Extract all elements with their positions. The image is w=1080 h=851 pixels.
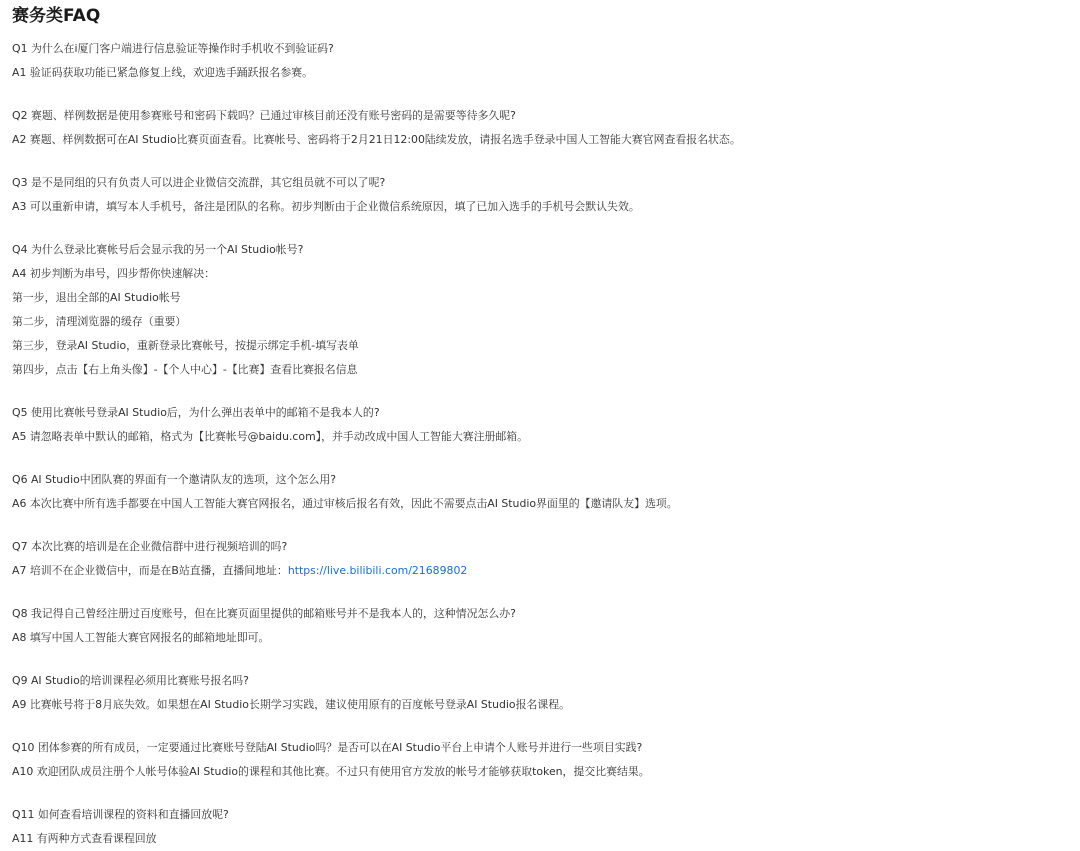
faq-answer-line	[12, 262, 1080, 286]
live-stream-link[interactable]: https://live.bilibili.com/21689802	[287, 564, 468, 577]
answer-text: A8 填写中国人工智能大赛官网报名的邮箱地址即可。	[12, 631, 270, 644]
faq-question	[12, 535, 1080, 559]
faq-answer-line	[12, 310, 1080, 334]
answer-text: 第四步，点击【右上角头像】-【个人中心】-【比赛】查看比赛报名信息	[12, 363, 358, 376]
faq-answer-line	[12, 425, 1080, 449]
faq-item	[12, 535, 1080, 583]
faq-question	[12, 803, 1080, 827]
faq-answer-line	[12, 358, 1080, 382]
question-text: Q5 使用比赛帐号登录AI Studio后，为什么弹出表单中的邮箱不是我本人的?	[12, 406, 380, 419]
answer-text: 第二步，清理浏览器的缓存（重要）	[12, 315, 187, 328]
faq-question	[12, 401, 1080, 425]
faq-item	[12, 602, 1080, 650]
answer-text: A2 赛题、样例数据可在AI Studio比赛页面查看。比赛帐号、密码将于2月21日12:00陆续发放，请报名选手登录中国人工智能大赛官网查看报名状态。	[12, 133, 741, 146]
faq-question	[12, 468, 1080, 492]
faq-item	[12, 104, 1080, 152]
question-text: Q9 AI Studio的培训课程必须用比赛账号报名吗?	[12, 674, 249, 687]
answer-text: A10 欢迎团队成员注册个人帐号体验AI Studio的课程和其他比赛。不过只有使用官方发放的帐号才能够获取token，提交比赛结果。	[12, 765, 650, 778]
faq-answer-line	[12, 334, 1080, 358]
question-text: Q10 团体参赛的所有成员，一定要通过比赛账号登陆AI Studio吗？是否可以在AI Studio平台上申请个人账号并进行一些项目实践?	[12, 741, 643, 754]
answer-text: A5 请忽略表单中默认的邮箱，格式为【比赛帐号@baidu.com】，并手动改成中国人工智能大赛注册邮箱。	[12, 430, 529, 443]
question-text: Q7 本次比赛的培训是在企业微信群中进行视频培训的吗?	[12, 540, 288, 553]
faq-item	[12, 803, 1080, 851]
answer-text: 第三步，登录AI Studio，重新登录比赛帐号，按提示绑定手机-填写表单	[12, 339, 359, 352]
question-text: Q1 为什么在i厦门客户端进行信息验证等操作时手机收不到验证码?	[12, 42, 334, 55]
faq-answer-line	[12, 760, 1080, 784]
faq-item	[12, 736, 1080, 784]
answer-text: A7 培训不在企业微信中，而是在B站直播，直播间地址：	[12, 564, 288, 577]
answer-text: A3 可以重新申请，填写本人手机号，备注是团队的名称。初步判断由于企业微信系统原因，填了已加入选手的手机号会默认失效。	[12, 200, 640, 213]
question-text: Q2 赛题、样例数据是使用参赛账号和密码下载吗？已通过审核目前还没有账号密码的是需要等待多久呢?	[12, 109, 516, 122]
faq-question	[12, 37, 1080, 61]
faq-answer-line	[12, 827, 1080, 851]
answer-text: A9 比赛帐号将于8月底失效。如果想在AI Studio长期学习实践，建议使用原有的百度帐号登录AI Studio报名课程。	[12, 698, 571, 711]
faq-item	[12, 401, 1080, 449]
faq-item	[12, 171, 1080, 219]
faq-answer-line	[12, 195, 1080, 219]
question-text: Q3 是不是同组的只有负责人可以进企业微信交流群，其它组员就不可以了呢?	[12, 176, 386, 189]
answer-text: A1 验证码获取功能已紧急修复上线，欢迎选手踊跃报名参赛。	[12, 66, 313, 79]
answer-text: A6 本次比赛中所有选手都要在中国人工智能大赛官网报名，通过审核后报名有效，因此不需要点击AI Studio界面里的【邀请队友】选项。	[12, 497, 678, 510]
faq-question	[12, 736, 1080, 760]
faq-question	[12, 669, 1080, 693]
faq-answer-line	[12, 286, 1080, 310]
page-title: 赛务类FAQ	[12, 6, 101, 26]
faq-answer-line	[12, 128, 1080, 152]
faq-item	[12, 669, 1080, 717]
faq-item	[12, 37, 1080, 85]
answer-text: A4 初步判断为串号，四步帮你快速解决：	[12, 267, 215, 280]
faq-answer-line	[12, 61, 1080, 85]
answer-text: 第一步，退出全部的AI Studio帐号	[12, 291, 181, 304]
question-text: Q6 AI Studio中团队赛的界面有一个邀请队友的选项，这个怎么用?	[12, 473, 337, 486]
faq-answer-line	[12, 492, 1080, 516]
faq-list	[12, 37, 1080, 851]
faq-question	[12, 104, 1080, 128]
answer-text: A11 有两种方式查看课程回放	[12, 832, 157, 845]
faq-answer-line	[12, 626, 1080, 650]
faq-item	[12, 238, 1080, 382]
faq-item	[12, 468, 1080, 516]
faq-answer-line	[12, 693, 1080, 717]
question-text: Q4 为什么登录比赛帐号后会显示我的另一个AI Studio帐号?	[12, 243, 304, 256]
faq-answer-line	[12, 559, 1080, 583]
faq-question	[12, 238, 1080, 262]
faq-question	[12, 602, 1080, 626]
question-text: Q8 我记得自己曾经注册过百度账号，但在比赛页面里提供的邮箱账号并不是我本人的，这种情况怎么办?	[12, 607, 516, 620]
question-text: Q11 如何查看培训课程的资料和直播回放呢?	[12, 808, 229, 821]
faq-question	[12, 171, 1080, 195]
